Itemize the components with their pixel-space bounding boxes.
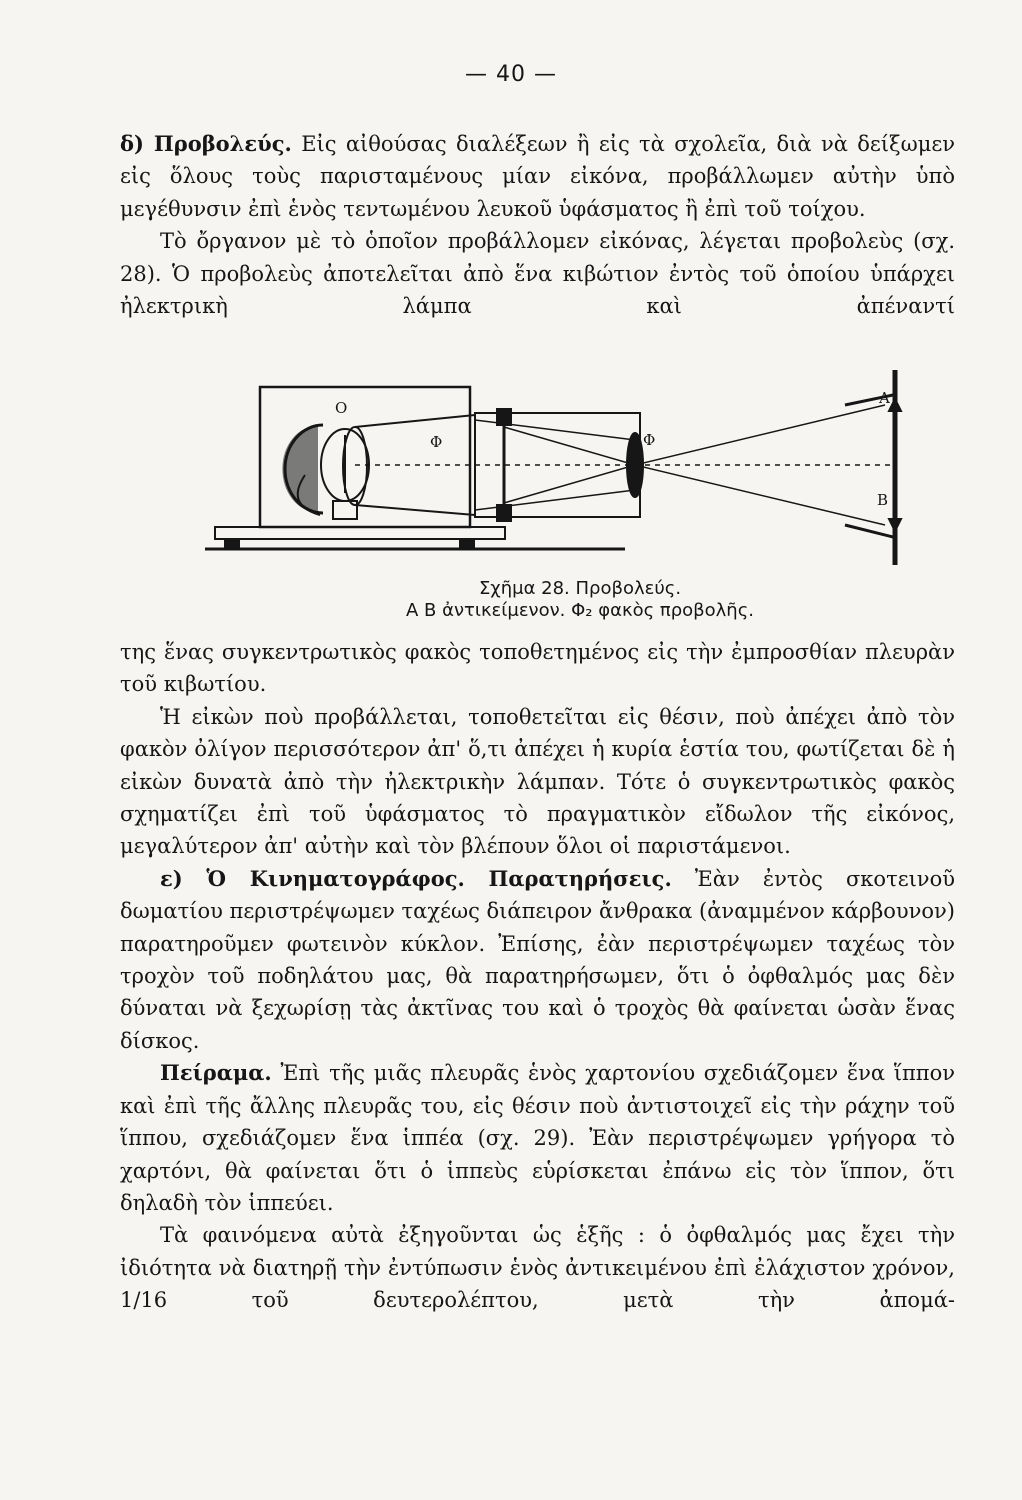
experiment-heading: Πείραμα. <box>160 1060 272 1086</box>
page-number: — 40 — <box>465 62 557 87</box>
section-d-heading: δ) Προβολεύς. <box>120 131 292 156</box>
figure-caption-legend: Α Β ἀντικείμενον. Φ₂ φακὸς προβολῆς. <box>405 600 754 621</box>
section-d-paragraph <box>120 128 955 225</box>
experiment-paragraph <box>120 1057 955 1219</box>
image-edge-bottom <box>845 525 893 537</box>
projector-paragraph: Τὸ ὄργανον μὲ τὸ ὁποῖον προβάλλομεν εἰκόνας, λέγεται προβολεὺς (σχ. 28). Ὁ προβολεὺς ἀποτελεῖται ἀπὸ ἕνα κιβώτιον ἐντὸς τοῦ ὁποίου ὑπάρχει ἠλεκτρικὴ λάμπα καὶ ἀπέναντί <box>120 229 955 319</box>
section-e-paragraph <box>120 863 955 1057</box>
image-arrow-a <box>889 399 901 411</box>
label-a: Α <box>879 389 890 407</box>
section-d <box>120 128 955 322</box>
body-continuation <box>120 636 955 1317</box>
foot-right <box>460 539 474 547</box>
experiment-text: Ἐπὶ τῆς μιᾶς πλευρᾶς ἑνὸς χαρτονίου σχεδιάζομεν ἕνα ἵππον καὶ ἐπὶ τῆς ἄλλης πλευρᾶς του, εἰς θέσιν ποὺ ἀντιστοιχεῖ εἰς τὴν ράχην τοῦ ἵππου, σχεδιάζομεν ἕνα ἱππέα (σχ. 29). Ἐὰν περιστρέψωμεν γρήγορα τὸ χαρτόνι, θὰ φαίνεται ὅτι ὁ ἱππεὺς εὑρίσκεται ἐπάνω εἰς τὸν ἵππον, ὅτι δηλαδὴ τὸν ἱππεύει. <box>120 1061 955 1215</box>
foot-left <box>225 539 239 547</box>
image-arrow-b <box>889 519 901 531</box>
closing-paragraph: Τὰ φαινόμενα αὐτὰ ἐξηγοῦνται ὡς ἑξῆς : ὁ ὀφθαλμός μας ἔχει τὴν ἰδιότητα νὰ διατηρῇ τὴν ἐντύπωσιν ἑνὸς ἀντικειμένου ἐπὶ ἐλάχιστον χρόνον, 1/16 τοῦ δευτερολέπτου, μετὰ τὴν ἀπομά- <box>120 1223 955 1313</box>
label-phi1: Φ <box>430 433 443 451</box>
section-d-text: Εἰς αἰθούσας διαλέξεων ἢ εἰς τὰ σχολεῖα, διὰ νὰ δείξωμεν εἰς ὅλους τοὺς παρισταμένους μίαν εἰκόνα, προβάλλωμεν αὐτὴν ὑπὸ μεγέθυνσιν ἐπὶ ἑνὸς τεντωμένου λευκοῦ ὑφάσματος ἢ ἐπὶ τοῦ τοίχου. <box>120 132 955 221</box>
condenser-paragraph: της ἕνας συγκεντρωτικὸς φακὸς τοποθετημένος εἰς τὴν ἐμπροσθίαν πλευρὰν τοῦ κιβωτίου. <box>120 640 955 697</box>
section-e-heading: ε) Ὁ Κινηματογράφος. Παρατηρήσεις. <box>160 865 672 891</box>
label-phi2: Φ <box>643 431 656 449</box>
base-board <box>215 527 505 539</box>
reflector-shade <box>283 427 317 511</box>
label-b: Β <box>877 491 889 509</box>
section-e-text: Ἐὰν ἐντὸς σκοτεινοῦ δωματίου περιστρέψωμεν ταχέως διάπειρον ἄνθρακα (ἀναμμένον κάρβουνον) παρατηροῦμεν φωτεινὸν κύκλον. Ἐπίσης, ἐὰν περιστρέψωμεν ταχέως τὸν τροχὸν τοῦ ποδηλάτου μας, θὰ παρατηρήσωμεν, ὅτι ὁ ὀφθαλμός μας δὲν δύναται νὰ ξεχωρίσῃ τὰς ἀκτῖνας του καὶ ὁ τροχὸς θὰ φαίνεται ὡσὰν ἕνας δίσκος. <box>120 866 955 1053</box>
label-o: Ο <box>335 399 348 417</box>
image-paragraph: Ἡ εἰκὼν ποὺ προβάλλεται, τοποθετεῖται εἰς θέσιν, ποὺ ἀπέχει ἀπὸ τὸν φακὸν ὀλίγον περισσότερον ἀπ' ὅ,τι ἀπέχει ἡ κυρία ἑστία του, φωτίζεται δὲ ἡ εἰκὼν δυνατὰ ἀπὸ τὴν ἠλεκτρικὴν λάμπαν. Τότε ὁ συγκεντρωτικὸς φακὸς σχηματίζει ἐπὶ τοῦ ὑφάσματος τὸ πραγματικὸν εἴδωλον τῆς εἰκόνος, μεγαλύτερον ἀπ' αὐτὴν καὶ τὸν βλέπουν ὅλοι οἱ παριστάμενοι. <box>120 704 955 859</box>
figure-caption-title: Σχῆμα 28. Προβολεύς. <box>478 578 682 599</box>
projector-figure <box>205 365 915 570</box>
condenser-lens <box>343 427 367 505</box>
